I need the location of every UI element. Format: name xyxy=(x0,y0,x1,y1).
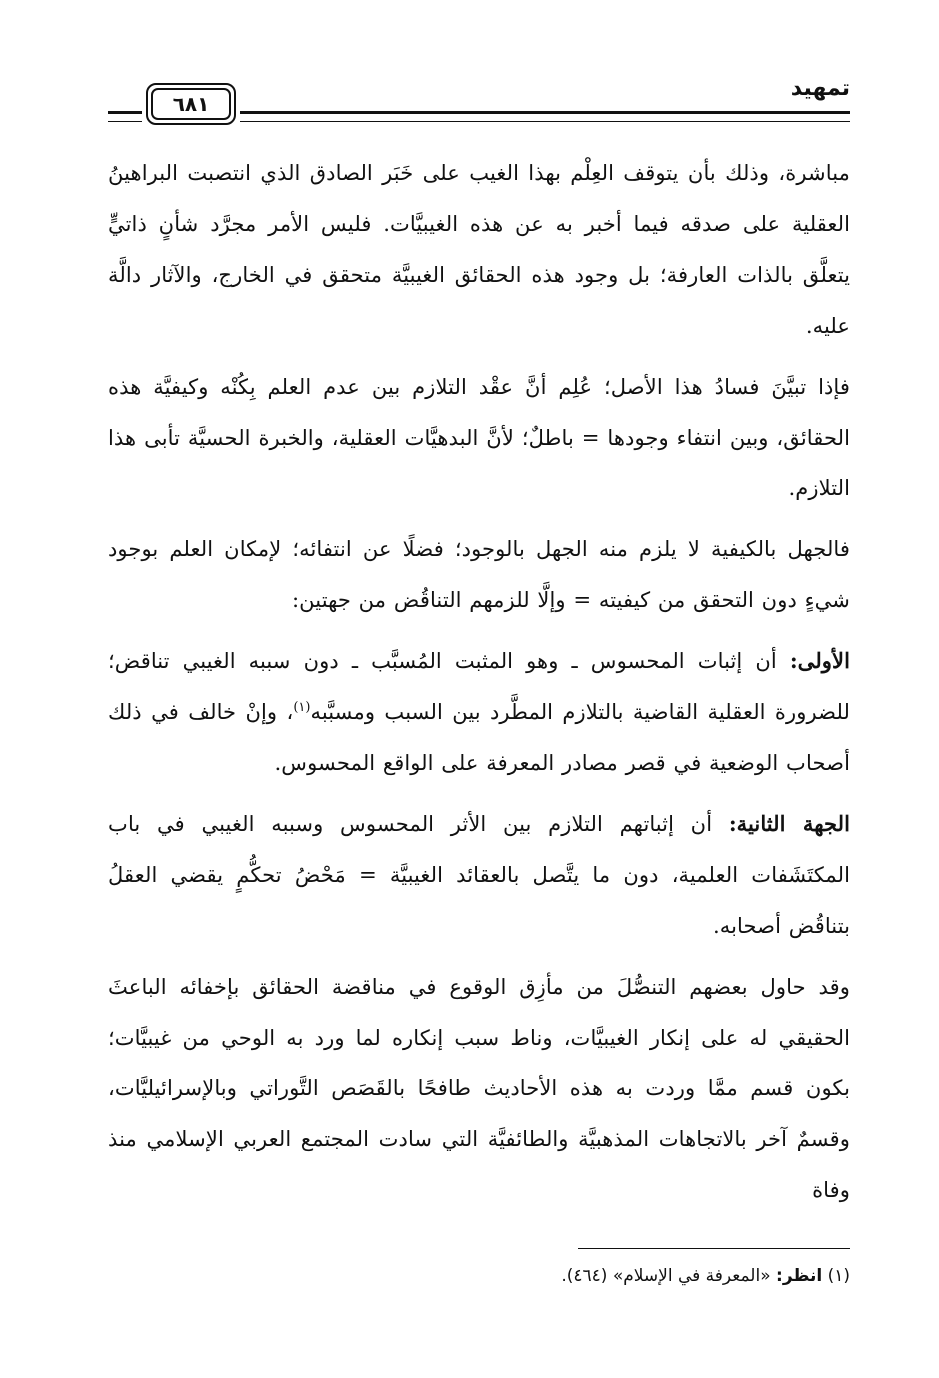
paragraph xyxy=(108,636,850,789)
paragraph-text: وقد حاول بعضهم التنصُّلَ من مأزِق الوقوع في مناقضة الحقائق بإخفائه الباعثَ الحقيقي له على إنكار الغيبيَّات، وناط سبب إنكاره لما ورد به الوحي من غيبيَّات؛ بكون قسم ممَّا وردت به هذه الأحاديث طافحًا بالقَصَص التَّوراتي وبالإسرائيليَّات، وقسمٌ آخر بالاتجاهات المذهبيَّة والطائفيَّة التي سادت المجتمع العربي الإسلامي منذ وفاة xyxy=(108,973,850,1203)
paragraph xyxy=(108,962,850,1217)
body-text xyxy=(108,148,850,1226)
page-number: ٦٨١ xyxy=(151,88,231,120)
footnote xyxy=(561,1264,850,1288)
paragraph-lead: الأولى: xyxy=(789,648,850,674)
footnote-separator xyxy=(578,1248,850,1249)
footnote-number: (١) xyxy=(827,1266,850,1286)
page-number-badge xyxy=(146,83,236,125)
header-rule xyxy=(240,111,850,122)
paragraph-text: أن إثبات المحسوس ـ وهو المثبت المُسبَّب ـ دون سببه الغيبي تناقض؛ للضرورة العقلية القاضية بالتلازم المطَّرد بين السبب ومسبَّبه xyxy=(108,648,850,725)
page-header xyxy=(108,76,850,136)
paragraph-text: مباشرة، وذلك بأن يتوقف العِلْم بهذا الغيب على خَبَر الصادق الذي انتصبت البراهينُ العقلية على صدقه فيما أخبر به عن هذه الغيبيَّات. فليس الأمر مجرَّد شأنٍ ذاتيٍّ يتعلَّق بالذات العارفة؛ بل وجود هذه الحقائق الغيبيَّة متحقق في الخارج، والآثار دالَّة عليه. xyxy=(108,160,850,338)
footnote-text: «المعرفة في الإسلام» (٤٦٤). xyxy=(561,1266,771,1286)
paragraph xyxy=(108,799,850,952)
paragraph-lead: الجهة الثانية: xyxy=(728,810,850,836)
running-title: تمهيد xyxy=(790,76,850,101)
paragraph xyxy=(108,524,850,626)
footnote-label: انظر: xyxy=(776,1266,823,1286)
footnote-reference[interactable]: (١) xyxy=(293,700,311,715)
paragraph-text: فالجهل بالكيفية لا يلزم منه الجهل بالوجود؛ فضلًا عن انتفائه؛ لإمكان العلم بوجود شيءٍ دون التحقق من كيفيته = وإلَّا للزمهم التناقُض من جهتين: xyxy=(108,536,850,613)
paragraph-text: أن إثباتهم التلازم بين الأثر المحسوس وسببه الغيبي في باب المكتَشَفات العلمية، دون ما يتَّصل بالعقائد الغيبيَّة = مَحْضُ تحكُّمٍ يقضي العقلُ بتناقُض أصحابه. xyxy=(108,810,850,938)
paragraph xyxy=(108,148,850,352)
header-rule-left xyxy=(108,111,142,122)
paragraph xyxy=(108,362,850,515)
paragraph-text-continued: ، وإنْ خالف في ذلك أصحاب الوضعية في قصر مصادر المعرفة على الواقع المحسوس. xyxy=(108,699,850,775)
paragraph-text: فإذا تبيَّنَ فسادُ هذا الأصل؛ عُلِم أنَّ عقْد التلازم بين عدم العلم بِكُنْه وكيفيَّة هذه الحقائق، وبين انتفاء وجودها = باطلٌ؛ لأنَّ البدهيَّات العقلية، والخبرة الحسيَّة تأبى هذا التلازم. xyxy=(108,373,850,501)
